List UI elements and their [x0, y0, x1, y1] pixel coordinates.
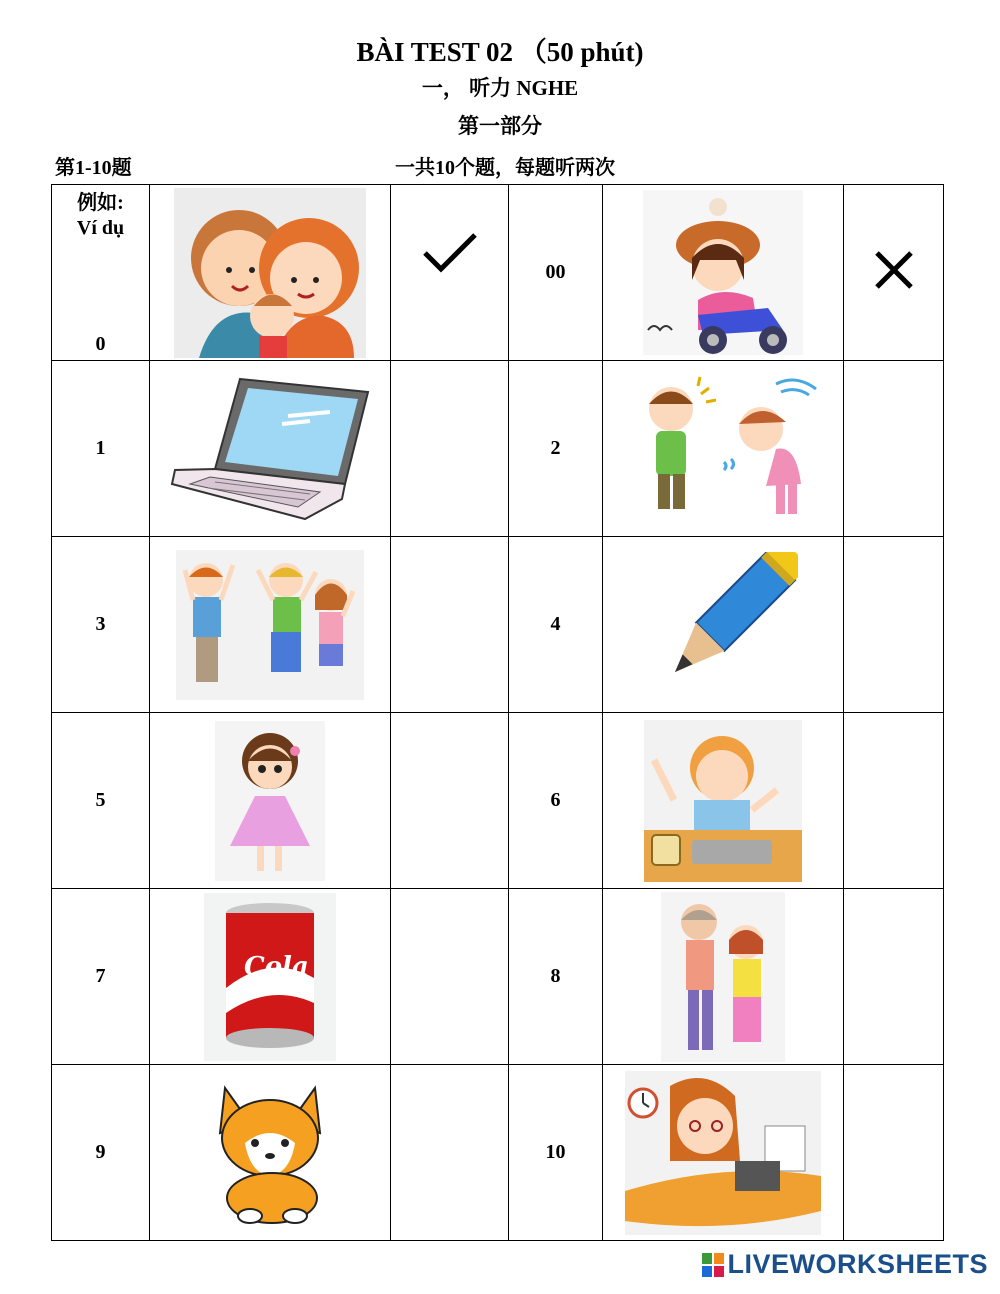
answer-cell-5[interactable]	[391, 713, 509, 889]
question-number-4: 4	[509, 537, 603, 713]
girl-helping-grandpa-illustration	[603, 889, 844, 1065]
question-range: 第1-10题	[55, 157, 132, 179]
boy-eating-illustration	[603, 713, 844, 889]
boy-girl-sneezing-illustration	[603, 361, 844, 537]
question-row	[52, 537, 944, 713]
family-illustration	[150, 185, 391, 361]
logo-icon	[702, 1253, 724, 1277]
question-number-1: 1	[52, 361, 150, 537]
page-title: BÀI TEST 02 （50 phút)	[356, 37, 644, 67]
question-row	[52, 1065, 944, 1241]
example-answer-cell-00	[844, 185, 944, 361]
check-icon	[421, 231, 479, 275]
question-row	[52, 889, 944, 1065]
question-number-8: 8	[509, 889, 603, 1065]
question-number-5: 5	[52, 713, 150, 889]
question-number-10: 10	[509, 1065, 603, 1241]
answer-cell-2[interactable]	[844, 361, 944, 537]
girl-on-scooter-illustration	[603, 185, 844, 361]
example-label-zh: 例如:	[77, 192, 124, 214]
example-label-vi: Ví dụ	[76, 217, 125, 239]
answer-cell-9[interactable]	[391, 1065, 509, 1241]
answer-cell-8[interactable]	[844, 889, 944, 1065]
girl-dancing-illustration	[150, 713, 391, 889]
example-row	[52, 185, 944, 361]
answer-cell-10[interactable]	[844, 1065, 944, 1241]
question-number-7: 7	[52, 889, 150, 1065]
example-number-00: 00	[545, 261, 566, 283]
children-waving-illustration	[150, 537, 391, 713]
corgi-dog-illustration	[150, 1065, 391, 1241]
logo-text: LIVEWORKSHEETS	[727, 1249, 988, 1279]
answer-cell-7[interactable]	[391, 889, 509, 1065]
question-number-6: 6	[509, 713, 603, 889]
example-number: 0	[95, 333, 106, 355]
part-title: 第一部分	[458, 114, 542, 138]
question-number-3: 3	[52, 537, 150, 713]
answer-cell-4[interactable]	[844, 537, 944, 713]
question-row	[52, 361, 944, 537]
svg-text:Cola: Cola	[244, 951, 309, 982]
answer-cell-1[interactable]	[391, 361, 509, 537]
question-row	[52, 713, 944, 889]
example-number-00-cell	[509, 185, 603, 361]
section-title: 一， 听力 NGHE	[421, 76, 579, 100]
example-number-cell	[52, 185, 150, 361]
answer-cell-3[interactable]	[391, 537, 509, 713]
liveworksheets-logo	[702, 1249, 988, 1280]
cross-icon	[873, 249, 915, 291]
pencil-illustration	[603, 537, 844, 713]
answer-cell-6[interactable]	[844, 713, 944, 889]
cola-can-illustration	[150, 889, 391, 1065]
laptop-illustration	[150, 361, 391, 537]
tired-woman-at-desk-illustration	[603, 1065, 844, 1241]
question-number-9: 9	[52, 1065, 150, 1241]
instruction-text: 一共10个题，每题听两次	[395, 157, 615, 179]
worksheet-table	[51, 184, 944, 1241]
question-number-2: 2	[509, 361, 603, 537]
example-answer-cell-0	[391, 185, 509, 361]
